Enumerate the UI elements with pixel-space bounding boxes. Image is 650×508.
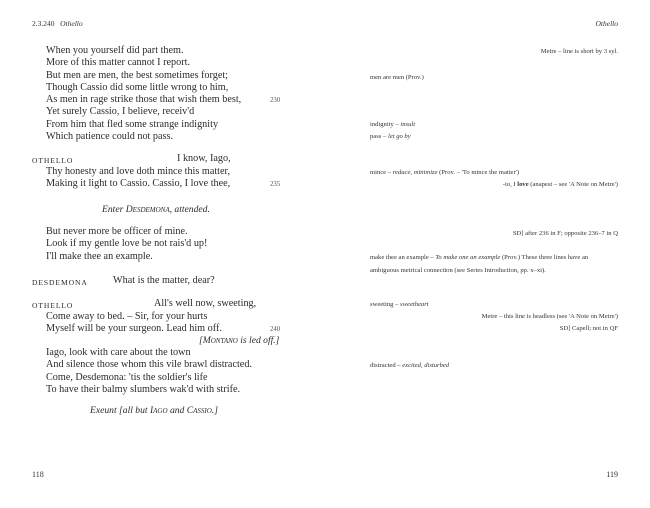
speaker-desdemona: DESDEMONA [32,278,88,287]
verse-line: As men in rage strike those that wish them best, [46,94,242,106]
speech-block-officer [46,226,207,263]
character-name: Iago [149,405,168,416]
stage-direction-montano: [Montano is led off.] [199,335,280,346]
verse-line: Iago, look with care about the town [46,347,191,358]
note-sweeting: sweeting – sweetheart [370,301,429,308]
speech-block-othello [46,166,230,191]
line-number: 230 [270,97,281,104]
stage-direction-enter: Enter Desdemona, attended. [102,204,210,215]
note-distracted: distracted – excited, disturbed [370,362,450,369]
verse-line: More of this matter cannot I report. [46,57,190,69]
verse-line: And silence those whom this vile brawl distracted. [46,359,252,371]
verse-line: Myself will be your surgeon. Lead him off. [46,323,222,335]
page-number-left: 118 [32,470,44,479]
line-number: 240 [270,326,281,333]
verse-line: I'll make thee an example. [46,250,153,262]
character-name: Cassio [186,405,212,416]
left-header-title: Othello [60,19,83,28]
verse-line: From him that fled some strange indignity [46,118,219,130]
verse-line: Come, Desdemona: 'tis the soldier's life [46,371,208,383]
note-sd-236: SD] after 236 in F; opposite 236–7 in Q [512,230,618,237]
speech-block-final [46,347,252,396]
note-pass: pass – let go by [370,133,411,140]
verse-line: Come away to bed. – Sir, for your hurts [46,311,208,322]
note-love-anapest: -io, I love (anapest – see 'A Note on Metre') [502,181,618,188]
verse-line: Look if my gentle love be not rais'd up! [46,238,208,250]
stage-direction-exeunt: Exeunt [all but Iago and Cassio.] [90,405,218,416]
verse-line: To have their balmy slumbers wak'd with strife. [46,383,241,395]
verse-line: Which patience could not pass. [46,131,174,143]
act-scene-reference: 2.3.240 [32,19,55,28]
line-number: 235 [270,181,281,188]
speaker-othello: OTHELLO [32,156,74,165]
note-men-are-men: men are men (Prov.) [370,74,424,81]
verse-line: What is the matter, dear? [113,275,215,286]
note-metre-short: Metre – line is short by 3 syl. [540,48,618,55]
note-indignity: indignity – insult [370,121,416,128]
verse-line: But never more be officer of mine. [46,226,188,237]
right-running-header [596,19,619,28]
note-example: make thee an example – To make one an example (Prov.) These three lines have an ambiguous metrical connection (see Series Introduction, pp. x–xi). [370,254,589,274]
left-running-header [32,19,83,28]
character-name: Desdemona [125,204,170,215]
right-header-title: Othello [595,19,618,28]
verse-line: When you yourself did part them. [46,45,184,56]
speech-block-othello-2 [46,311,222,336]
verse-line: All's well now, sweeting, [154,298,257,309]
character-name: Montano [202,335,238,346]
verse-line: I know, Iago, [177,153,231,164]
note-headless: Metre – this line is headless (see 'A Note on Metre') [481,313,618,320]
note-mince: mince – reduce, minimize (Prov. – 'To mince the matter') [370,169,520,176]
speech-block-1 [46,45,241,143]
verse-line: Thy honesty and love doth mince this matter, [46,166,231,177]
speaker-othello: OTHELLO [32,301,74,310]
verse-line: But men are men, the best sometimes forget; [46,69,229,81]
verse-line: Making it light to Cassio. Cassio, I love thee, [46,178,231,190]
verse-line: Yet surely Cassio, I believe, receiv'd [46,106,195,118]
note-sd-capell: SD] Capell; not in QF [559,325,618,332]
verse-line: Though Cassio did some little wrong to him, [46,81,229,93]
page-number-right: 119 [606,470,618,479]
